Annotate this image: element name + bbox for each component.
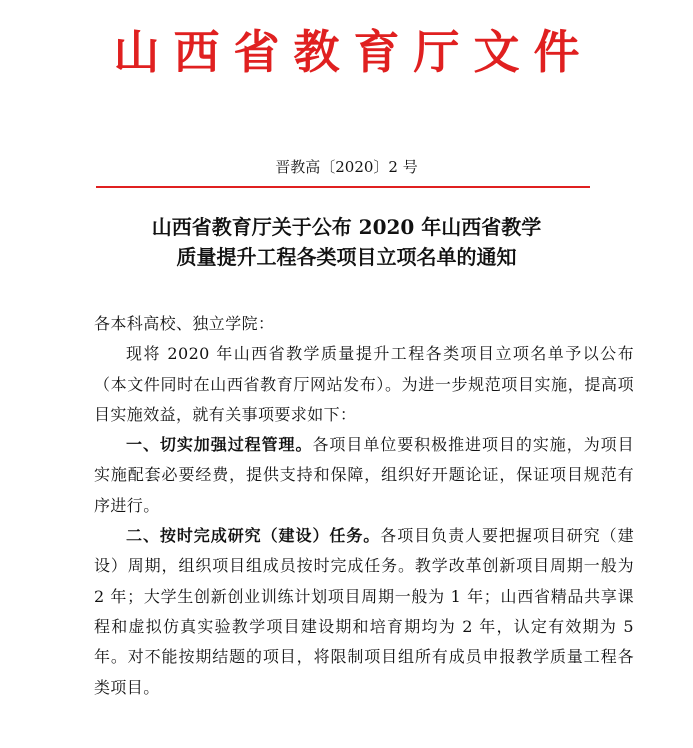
red-divider-line <box>96 186 590 188</box>
document-title-line-2: 质量提升工程各类项目立项名单的通知 <box>176 245 517 269</box>
document-title-line-1: 山西省教育厅关于公布 2020 年山西省教学 <box>151 215 542 239</box>
salutation: 各本科高校、独立学院： <box>94 314 275 333</box>
document-header-title: 山西省教育厅文件 <box>113 25 594 79</box>
intro-paragraph: 现将 2020 年山西省教学质量提升工程各类项目立项名单予以公布（本文件同时在山西省教育厅网站发布）。为进一步规范项目实施，提高项目实施效益，就有关事项要求如下： <box>94 344 634 424</box>
item-text-1: 各项目单位要积极推进项目的实施，为项目实施配套必要经费，提供支持和保障，组织好开题论证，保证项目规范有序进行。 <box>94 435 634 515</box>
item-paragraph-1 <box>94 430 634 521</box>
item-text-2: 各项目负责人要把握项目研究（建设）周期，组织项目组成员按时完成任务。教学改革创新项目周期一般为 2 年；大学生创新创业训练计划项目周期一般为 1 年；山西省精品共享课程和虚拟仿真实验教学项目建设期和培育期均为 2 年，认定有效期为 5 年。对不能按期结题的项目，将限制项目组所有成员申报教学质量工程各类项目。 <box>94 526 634 697</box>
document-title <box>0 212 693 272</box>
item-heading-2: 二、按时完成研究（建设）任务。 <box>126 526 381 546</box>
document-body <box>94 309 634 703</box>
item-paragraph-2 <box>94 521 634 703</box>
item-heading-1: 一、切实加强过程管理。 <box>126 435 313 455</box>
document-number: 晋教高〔2020〕2 号 <box>275 158 418 176</box>
